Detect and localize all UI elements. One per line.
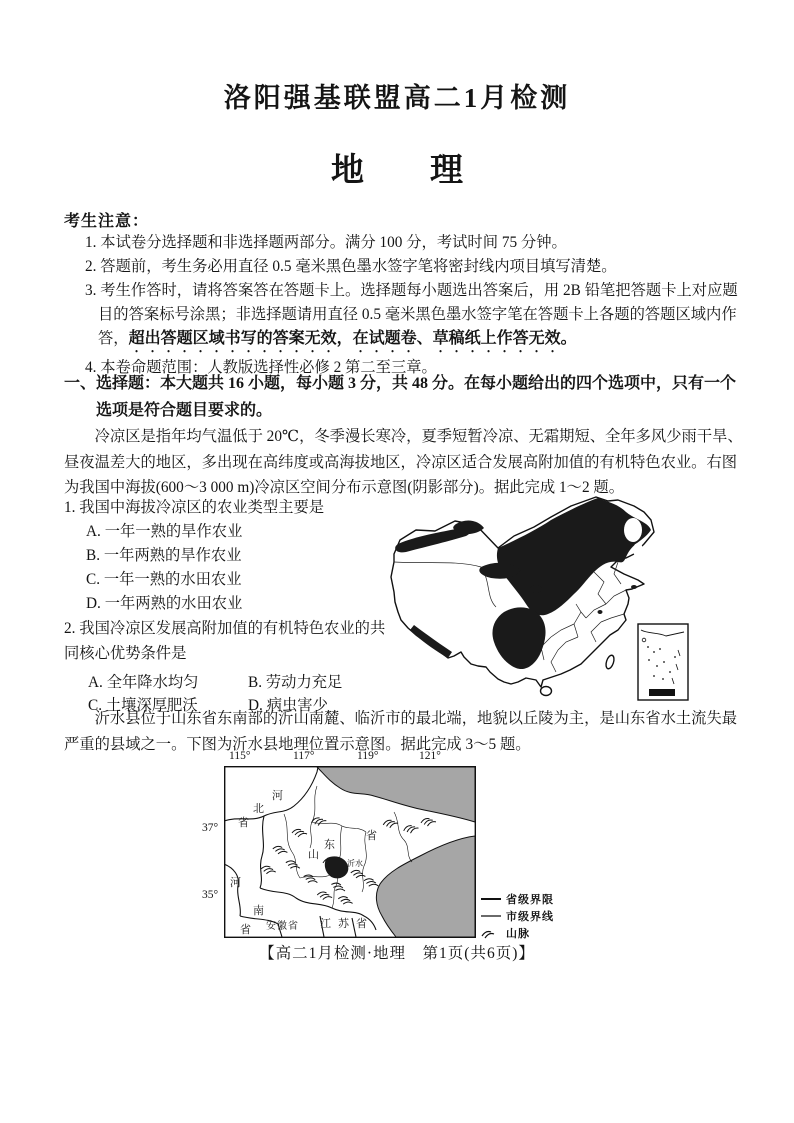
- question-1-options: [64, 520, 396, 616]
- henan-label-char-3: 省: [240, 924, 251, 936]
- notice-item-3-text: 3. 考生作答时，请将答案答在答题卡上。选择题每小题选出答案后，用 2B 铅笔把答题卡上对应题目的答案标号涂黑；非选择题请用直径 0.5 毫米黑色墨水签字笔在答题卡上各题的答题区域内作答，: [85, 282, 738, 347]
- lat-tick-35: 35°: [202, 889, 219, 901]
- intro-paragraph-2: 沂水县位于山东省东南部的沂山南麓、临沂市的最北端，地貌以丘陵为主，是山东省水土流失最严重的县域之一。下图为沂水县地理位置示意图。据此完成 3～5 题。: [64, 710, 738, 753]
- provincial-boundary-line-icon: [480, 896, 502, 902]
- notice-heading: 考生注意：: [64, 213, 150, 230]
- section-1-header: 一、选择题：本大题共 16 小题，每小题 3 分，共 48 分。在每小题给出的四个选项中，只有一个选项是符合题目要求的。: [64, 375, 737, 419]
- subject-title: 地 理: [331, 153, 463, 189]
- yishui-location-map: [198, 750, 570, 952]
- hebei-label-char-2: 北: [253, 803, 264, 815]
- question-1: [64, 496, 396, 616]
- inset-label-bar: [649, 689, 675, 696]
- china-cold-region-map: [386, 492, 744, 714]
- anhui-label: 安徽省: [266, 921, 299, 932]
- city-boundary-line-icon: [480, 913, 502, 919]
- shandong-label-char-1: 山: [308, 849, 319, 861]
- lat-tick-37: 37°: [202, 822, 219, 834]
- jiangsu-label: 江苏省: [320, 918, 374, 930]
- notice-item-3-emphasis: 超出答题区域书写的答案无效，在试题卷、草稿纸上作答无效。: [128, 330, 577, 347]
- south-china-sea-inset: [638, 624, 688, 700]
- lon-tick-117: 117°: [293, 750, 315, 762]
- henan-label-char-2: 南: [253, 905, 264, 917]
- question-1-option-c: C. 一年一熟的水田农业: [86, 571, 242, 588]
- notice-item-3: [85, 279, 743, 356]
- legend-mountain-label: 山脉: [506, 927, 530, 940]
- question-1-option-b: B. 一年两熟的旱作农业: [86, 547, 242, 564]
- question-2-option-d: D. 病虫害少: [248, 697, 328, 714]
- mountain-range-icon: [480, 927, 502, 939]
- legend-city-label: 市级界线: [506, 910, 554, 923]
- map-legend: [480, 890, 554, 941]
- notice-item-2: 2. 答题前，考生务必用直径 0.5 毫米黑色墨水签字笔将密封线内项目填写清楚。: [85, 258, 617, 275]
- lon-tick-115: 115°: [229, 750, 251, 762]
- question-1-option-d: D. 一年两熟的水田农业: [86, 595, 243, 612]
- shandong-label-char-2: 东: [324, 839, 335, 851]
- legend-provincial-label: 省级界限: [506, 893, 554, 906]
- legend-city-boundary: [480, 907, 554, 924]
- question-1-option-a: A. 一年一熟的旱作农业: [86, 523, 243, 540]
- shandong-label-char-3: 省: [366, 830, 377, 842]
- question-2-stem: 2. 我国冷凉区发展高附加值的有机特色农业的共同核心优势条件是: [64, 620, 386, 662]
- intro-paragraph-1: 冷凉区是指年均气温低于 20℃，冬季漫长寒冷，夏季短暂冷凉、无霜期短、全年多风少雨干旱、昼夜温差大的地区，多出现在高纬度或高海拔地区，冷凉区适合发展高附加值的有机特色农业。右图为我国中海拔(600～3 000 m)冷凉区空间分布示意图(阴影部分)。据此完成 1～2 题。: [64, 428, 743, 496]
- notice-item-1: 1. 本试卷分选择题和非选择题两部分。满分 100 分，考试时间 75 分钟。: [85, 234, 567, 251]
- question-2: [64, 616, 398, 717]
- hebei-label-char-1: 河: [272, 790, 283, 802]
- question-1-stem: 1. 我国中海拔冷凉区的农业类型主要是: [64, 499, 325, 516]
- yishui-label: 沂水: [347, 859, 363, 868]
- hebei-label-char-3: 省: [238, 817, 249, 829]
- exam-title: 洛阳强基联盟高二1月检测: [223, 83, 571, 113]
- lon-tick-121: 121°: [419, 750, 441, 762]
- legend-provincial-boundary: [480, 890, 554, 907]
- henan-label-char-1: 河: [230, 877, 241, 889]
- legend-mountain: [480, 924, 554, 941]
- notice-item-4: 4. 本卷命题范围：人教版选择性必修 2 第二至三章。: [85, 359, 437, 376]
- question-2-option-a: A. 全年降水均匀: [88, 674, 199, 691]
- page-footer: 【高二1月检测·地理 第1页(共6页)】: [259, 945, 535, 962]
- lon-tick-119: 119°: [357, 750, 379, 762]
- question-2-option-b: B. 劳动力充足: [248, 674, 343, 691]
- notice-list: [64, 231, 743, 380]
- question-2-option-c: C. 土壤深厚肥沃: [88, 697, 198, 714]
